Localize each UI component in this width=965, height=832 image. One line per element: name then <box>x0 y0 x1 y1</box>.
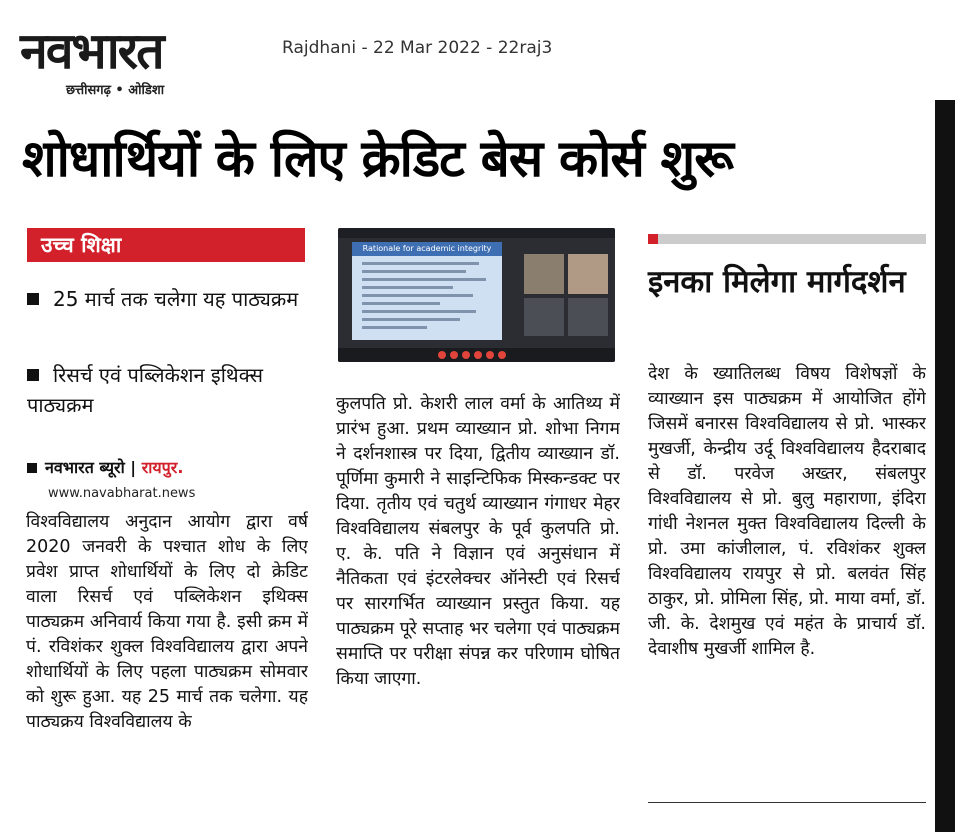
call-controls-bar <box>338 348 615 362</box>
control-dot-icon <box>462 351 470 359</box>
category-label: उच्च शिक्षा <box>27 228 305 262</box>
video-conference-photo <box>338 228 615 362</box>
participant-video-tile <box>524 254 564 294</box>
masthead-logo: नवभारत <box>20 22 163 80</box>
slide-text-lines <box>362 262 492 334</box>
highlight-text: रिसर्च एवं पब्लिकेशन इथिक्स पाठ्यक्रम <box>27 363 264 417</box>
participant-video-tile <box>524 298 564 336</box>
control-dot-icon <box>450 351 458 359</box>
sidebar-bottom-rule <box>648 802 926 803</box>
control-dot-icon <box>474 351 482 359</box>
sidebar-title: इनका मिलेगा मार्गदर्शन <box>648 264 906 300</box>
slide-title: Rationale for academic integrity <box>352 242 502 256</box>
edition-info: Rajdhani - 22 Mar 2022 - 22raj3 <box>282 38 553 58</box>
sidebar-rule <box>648 234 926 244</box>
photo-titlebar <box>338 228 615 238</box>
control-dot-icon <box>498 351 506 359</box>
participant-video-tile <box>568 254 608 294</box>
article-body-col1: विश्वविद्यालय अनुदान आयोग द्वारा वर्ष 2020 जनवरी के पश्चात शोध के लिए प्रवेश प्राप्त शोधार्थियों के लिए दो क्रेडिट वाला रिसर्च एवं पब्लिकेशन इथिक्स पाठ्यक्रम अनिवार्य किया गया है. इसी क्रम में पं. रविशंकर शुक्ल विश्वविद्यालय द्वारा अपने शोधार्थियों के लिए पहला पाठ्यक्रम सोमवार को शुरू हुआ. यह 25 मार्च तक चलेगा. यह पाठ्यक्रय विश्वविद्यालय के <box>26 512 308 732</box>
byline-bureau: नवभारत ब्यूरो <box>45 458 125 477</box>
byline <box>27 456 183 478</box>
byline-city: रायपुर. <box>141 458 184 477</box>
headline: शोधार्थियों के लिए क्रेडिट बेस कोर्स शुरू <box>22 130 733 189</box>
control-dot-icon <box>438 351 446 359</box>
presentation-slide <box>352 242 502 340</box>
bullet-square-icon <box>27 369 39 381</box>
byline-separator: | <box>124 458 142 477</box>
highlight-item <box>27 284 307 314</box>
article-body-col2: कुलपति प्रो. केशरी लाल वर्मा के आतिथ्य में प्रारंभ हुआ. प्रथम व्याख्यान प्रो. शोभा निगम ने दर्शनशास्त्र पर दिया, द्वितीय व्याख्यान डॉ. पूर्णिमा कुमारी ने साइन्टिफिक मिस्कन्डक्ट पर दिया. तृतीय एवं चतुर्थ व्याख्यान गंगाधर मेहर विश्वविद्यालय संबलपुर के पूर्व कुलपति प्रो. ए. के. पति ने विज्ञान एवं अनुसंधान में नैतिकता एवं इंटरलेक्चर ऑनेस्टी एवं रिसर्च पर सारगर्भित व्याख्यान प्रस्तुत किया. यह पाठ्यक्रम पूरे सप्ताह भर चलेगा एवं पाठ्यक्रम समाप्ति पर परीक्षा संपन्न कर परिणाम घोषित किया जाएगा. <box>336 394 620 689</box>
sidebar-marker <box>648 234 658 244</box>
bullet-square-icon <box>27 463 37 473</box>
highlight-text: 25 मार्च तक चलेगा यह पाठ्यक्रम <box>53 287 299 311</box>
bullet-square-icon <box>27 293 39 305</box>
page-edge-bar <box>935 100 955 832</box>
highlight-item <box>27 360 307 420</box>
sidebar-body: देश के ख्यातिलब्ध विषय विशेषज्ञों के व्याख्यान इस पाठ्यक्रम में आयोजित होंगे जिसमें बनारस विश्वविद्यालय से प्रो. भास्कर मुखर्जी, केन्द्रीय उर्दू विश्वविद्यालय हैदराबाद से डॉ. परवेज अख्तर, संबलपुर विश्वविद्यालय से प्रो. बुलु महाराणा, इंदिरा गांधी नेशनल मुक्त विश्वविद्यालय दिल्ली के प्रो. उमा कांजीलाल, पं. रविशंकर शुक्ल विश्वविद्यालय रायपुर से प्रो. बलवंत सिंह ठाकुर, प्रो. प्रोमिला सिंह, प्रो. माया वर्मा, डॉ. जी. के. देशमुख एवं महंत के प्राचार्य डॉ. देवाशीष मुखर्जी शामिल है. <box>648 364 926 659</box>
control-dot-icon <box>486 351 494 359</box>
masthead-subtitle: छत्तीसगढ़ • ओडिशा <box>66 83 165 98</box>
byline-url: www.navabharat.news <box>48 486 196 501</box>
participant-video-tile <box>568 298 608 336</box>
